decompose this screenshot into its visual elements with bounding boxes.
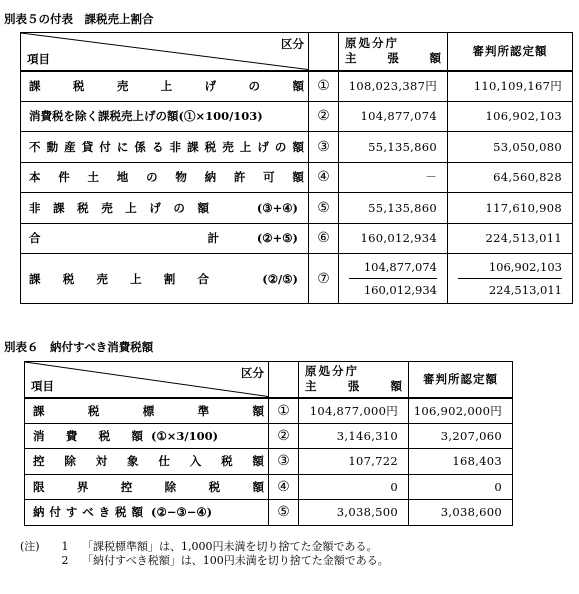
- row-shinpan: 64,560,828: [448, 162, 573, 193]
- table-header-row: [25, 362, 513, 398]
- row-num: ②: [269, 423, 299, 449]
- fraction-numerator: 106,902,103: [458, 260, 562, 279]
- header-num-cell: [309, 33, 339, 71]
- row-gensho: 55,135,860: [339, 132, 448, 163]
- note-item: [20, 554, 389, 568]
- table-row: [25, 500, 513, 526]
- row-shinpan: 224,513,011: [448, 223, 573, 254]
- row-formula: (①×3/100): [151, 428, 219, 443]
- row-shinpan: 3,038,600: [409, 500, 513, 526]
- header-kubun: 区分: [281, 37, 304, 51]
- table-row: [21, 71, 573, 102]
- table-row: [21, 162, 573, 193]
- row-num: ⑥: [309, 223, 339, 254]
- row-num: ③: [309, 132, 339, 163]
- table-row: [25, 398, 513, 424]
- header-gensho: 原処分庁 主 張 額: [299, 362, 409, 398]
- note-text: 「課税標準額」は、1,000円未満を切り捨てた金額である。: [82, 540, 378, 553]
- row-label: 不 動 産 貸 付 に 係 る 非 課 税 売 上 げ の 額: [29, 139, 304, 154]
- row-label: 消費税を除く課税売上げの額(①×100/103): [29, 109, 263, 124]
- row-formula: (②−③−④): [151, 505, 213, 520]
- notes: [20, 540, 389, 568]
- row-shinpan: 53,050,080: [448, 132, 573, 163]
- header-shinpan: 審判所認定額: [448, 33, 573, 71]
- table-header-row: [21, 33, 573, 71]
- row-gensho: 104,877,000円: [299, 398, 409, 424]
- row-shinpan: 168,403: [409, 449, 513, 475]
- table-row: [25, 449, 513, 475]
- table-row: [21, 132, 573, 163]
- row-num: ②: [309, 101, 339, 132]
- row-num: ①: [309, 71, 339, 102]
- row-label: 課 税 標 準 額: [33, 403, 264, 418]
- row-label: 非 課 税 売 上 げ の 額: [29, 200, 209, 215]
- row-num: ④: [309, 162, 339, 193]
- table-row: [21, 101, 573, 132]
- row-num: ③: [269, 449, 299, 475]
- header-item-cell: [25, 362, 269, 398]
- row-shinpan: 0: [409, 474, 513, 500]
- row-gensho: 108,023,387円: [339, 71, 448, 102]
- row-shinpan: 106,902,103: [448, 101, 573, 132]
- row-gensho: 3,038,500: [299, 500, 409, 526]
- row-num: ⑤: [309, 193, 339, 224]
- row-gensho: 160,012,934: [339, 223, 448, 254]
- row-gensho: 107,722: [299, 449, 409, 475]
- row-label: 控 除 対 象 仕 入 税 額: [33, 454, 264, 469]
- row-formula: (②+⑤): [256, 231, 298, 246]
- taxable-sales-ratio-table: [20, 32, 573, 304]
- row-label: 本 件 土 地 の 物 納 許 可 額: [29, 170, 304, 185]
- row-label: 合 計: [29, 231, 219, 246]
- row-label: 限 界 控 除 税 額: [33, 479, 264, 494]
- header-item-cell: [21, 33, 309, 71]
- row-gensho: 0: [299, 474, 409, 500]
- table-row: [21, 193, 573, 224]
- note-item: [20, 540, 389, 554]
- row-gensho: 104,877,074: [339, 101, 448, 132]
- fraction-denominator: 160,012,934: [363, 283, 437, 297]
- table-row: [25, 474, 513, 500]
- row-num: ⑦: [309, 254, 339, 304]
- row-shinpan: 106,902,000円: [409, 398, 513, 424]
- row-shinpan-fraction: [448, 254, 573, 304]
- header-kubun: 区分: [241, 366, 264, 380]
- header-shinpan: 審判所認定額: [409, 362, 513, 398]
- row-num: ④: [269, 474, 299, 500]
- row-shinpan: 110,109,167円: [448, 71, 573, 102]
- header-koumoku: 項目: [31, 378, 54, 393]
- row-label: 消 費 税 額: [33, 428, 143, 443]
- row-gensho: －: [339, 162, 448, 193]
- table-row: [21, 254, 573, 304]
- row-formula: (②/⑤): [262, 271, 298, 286]
- payable-consumption-tax-table: [24, 361, 513, 526]
- row-label: 納 付 す べ き 税 額: [33, 505, 143, 520]
- row-label: 課 税 売 上 げ の 額: [29, 79, 304, 93]
- row-num: ①: [269, 398, 299, 424]
- fraction-denominator: 224,513,011: [488, 283, 562, 297]
- note-text: 「納付すべき税額」は、100円未満を切り捨てた金額である。: [82, 554, 389, 567]
- header-koumoku: 項目: [27, 51, 50, 66]
- table-row: [21, 223, 573, 254]
- table-row: [25, 423, 513, 449]
- header-num-cell: [269, 362, 299, 398]
- row-gensho: 3,146,310: [299, 423, 409, 449]
- row-gensho: 55,135,860: [339, 193, 448, 224]
- fraction-numerator: 104,877,074: [349, 260, 437, 279]
- row-gensho-fraction: [339, 254, 448, 304]
- note-num: 1: [61, 540, 69, 553]
- note-prefix: (注): [20, 540, 40, 553]
- row-label: 課 税 売 上 割 合: [29, 271, 209, 286]
- table1-caption: 別表５の付表 課税売上割合: [4, 12, 154, 26]
- table2-caption: 別表６ 納付すべき消費税額: [4, 340, 154, 354]
- row-formula: (③+④): [256, 200, 298, 215]
- diagonal-line: [25, 362, 268, 397]
- diagonal-line: [21, 33, 308, 70]
- row-num: ⑤: [269, 500, 299, 526]
- header-gensho: 原処分庁 主 張 額: [339, 33, 448, 71]
- note-num: 2: [61, 554, 69, 567]
- row-shinpan: 117,610,908: [448, 193, 573, 224]
- row-shinpan: 3,207,060: [409, 423, 513, 449]
